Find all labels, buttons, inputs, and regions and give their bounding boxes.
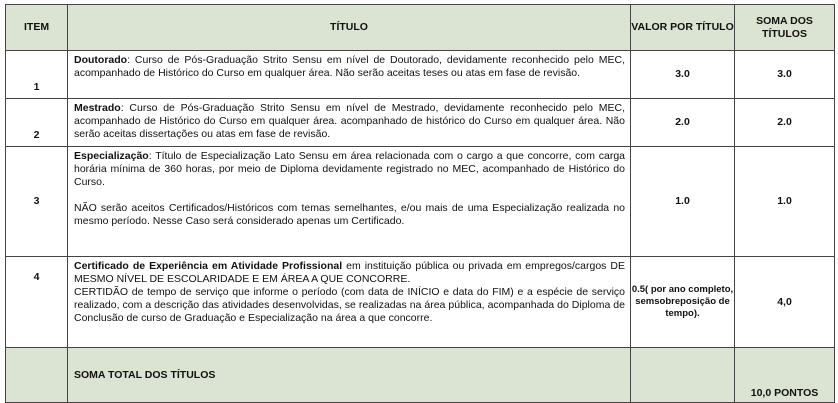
row-title: Especialização (74, 150, 149, 162)
row-valor: 1.0 (631, 147, 735, 257)
row-text: : Curso de Pós-Graduação Strito Sensu em nível de Mestrado, devidamente reconhecido pelo MEC, acompanhado de Histórico do Curso em qualquer área. acompanhado de histórico do Curso em qualquer área. Não serão aceitas dissertações ou atas em fase de revisão. (74, 102, 625, 140)
table-row (6, 51, 835, 99)
table-row (6, 147, 835, 257)
row-description (68, 51, 631, 99)
total-item-empty (6, 348, 68, 403)
total-label: SOMA TOTAL DOS TÍTULOS (68, 348, 631, 403)
total-row (6, 348, 835, 403)
row-text: em instituição pública ou privada em empregos/cargos DE MESMO NÍVEL DE ESCOLARIDADE E EM ÁREA A QUE CONCORRE. (74, 260, 626, 285)
row-description (68, 147, 631, 257)
row-description (68, 99, 631, 147)
item-number: 1 (6, 51, 68, 99)
header-titulo: TÍTULO (68, 5, 631, 51)
row-soma: 3.0 (735, 51, 835, 99)
row-soma: 1.0 (735, 147, 835, 257)
header-valor: VALOR POR TÍTULO (631, 5, 735, 51)
row-text: : Curso de Pós-Graduação Strito Sensu em nível de Doutorado, devidamente reconhecido pelo MEC, acompanhado de Histórico do Curso em qualquer área. Não serão aceitas teses ou atas em fase de revisão. (74, 54, 625, 79)
table-row (6, 257, 835, 348)
row-title: Doutorado (74, 54, 128, 66)
item-number: 2 (6, 99, 68, 147)
header-item: ITEM (6, 5, 68, 51)
titles-score-table (5, 4, 835, 403)
row-title: Mestrado (74, 102, 121, 114)
header-row (6, 5, 835, 51)
row-soma: 4,0 (735, 257, 835, 348)
row-title: Certificado de Experiência em Atividade Profissional (74, 260, 343, 272)
row-valor: 2.0 (631, 99, 735, 147)
row-text-note: NÃO serão aceitos Certificados/Históricos com temas semelhantes, e/ou mais de uma Especialização realizada no mesmo período. Nesse Caso será considerado apenas um Certificado. (74, 202, 625, 227)
row-valor: 3.0 (631, 51, 735, 99)
item-number: 4 (6, 257, 68, 348)
item-number: 3 (6, 147, 68, 257)
row-text-note: CERTIDÃO de tempo de serviço que informe o período (com data de INÍCIO e data do FIM) e a espécie de serviço realizado, com a descrição das atividades desenvolvidas, se realizadas na área pública, acompanhada do Diploma de Conclusão de curso de Graduação e Especialização na área a que concorre. (74, 286, 625, 324)
total-value: 10,0 PONTOS (735, 348, 835, 403)
total-valor-empty (631, 348, 735, 403)
row-valor: 0.5( por ano completo, semsobreposição de tempo). (631, 257, 735, 348)
header-soma: SOMA DOS TÍTULOS (735, 5, 835, 51)
row-description (68, 257, 631, 348)
table-row (6, 99, 835, 147)
row-soma: 2.0 (735, 99, 835, 147)
row-text: : Título de Especialização Lato Sensu em área relacionada com o cargo a que concorre, com carga horária mínima de 360 horas, por meio de Diploma devidamente registrado no MEC, acompanhado de Histórico do Curso. (74, 150, 625, 188)
